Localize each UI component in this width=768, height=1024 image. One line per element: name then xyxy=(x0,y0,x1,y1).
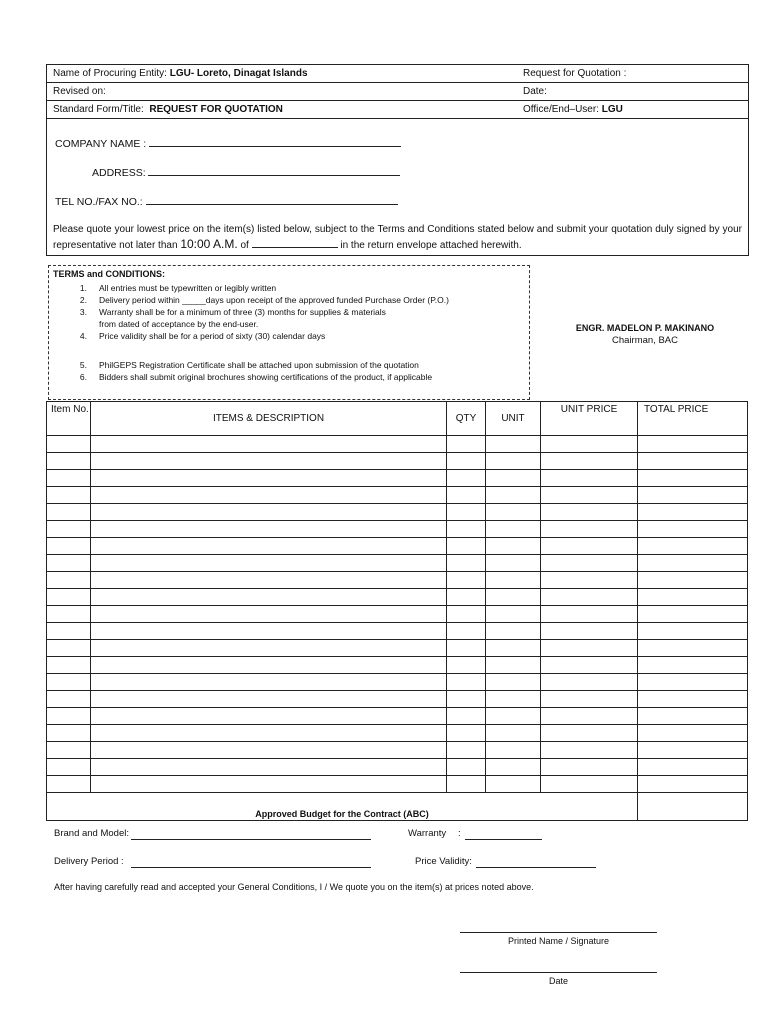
office-label: Office/End–User: xyxy=(523,104,599,115)
item-no-cell[interactable] xyxy=(47,538,91,555)
unit-cell[interactable] xyxy=(486,691,541,708)
terms-item-number: 3. xyxy=(79,307,87,317)
table-row xyxy=(47,436,748,453)
terms-item-number: 5. xyxy=(79,360,87,370)
total-price-cell[interactable] xyxy=(638,776,748,793)
qty-cell[interactable] xyxy=(447,453,486,470)
company-name-line[interactable] xyxy=(149,136,401,147)
qty-cell[interactable] xyxy=(447,555,486,572)
unit-cell[interactable] xyxy=(486,453,541,470)
total-price-cell[interactable] xyxy=(638,453,748,470)
table-row xyxy=(47,504,748,521)
total-price-cell[interactable] xyxy=(638,725,748,742)
unit-price-cell[interactable] xyxy=(541,504,638,521)
brand-model-label: Brand and Model: xyxy=(54,828,129,839)
unit-cell[interactable] xyxy=(486,674,541,691)
deadline-time: 10:00 A.M. xyxy=(180,237,238,251)
price-validity-line[interactable] xyxy=(476,867,596,868)
qty-cell[interactable] xyxy=(447,572,486,589)
unit-price-cell[interactable] xyxy=(541,657,638,674)
qty-cell[interactable] xyxy=(447,708,486,725)
unit-cell[interactable] xyxy=(486,776,541,793)
unit-price-cell[interactable] xyxy=(541,759,638,776)
table-row xyxy=(47,453,748,470)
item-no-cell[interactable] xyxy=(47,521,91,538)
office-value: LGU xyxy=(601,104,623,115)
date-label: Date: xyxy=(523,86,547,97)
unit-price-cell[interactable] xyxy=(541,708,638,725)
table-row xyxy=(47,487,748,504)
total-price-cell[interactable] xyxy=(638,572,748,589)
total-price-cell[interactable] xyxy=(638,589,748,606)
qty-cell[interactable] xyxy=(447,470,486,487)
unit-price-cell[interactable] xyxy=(541,521,638,538)
table-row xyxy=(47,674,748,691)
procuring-entity-label: Name of Procuring Entity: xyxy=(53,68,167,79)
company-info-section xyxy=(46,117,749,256)
col-header-total-price: TOTAL PRICE xyxy=(638,402,748,436)
total-price-cell[interactable] xyxy=(638,623,748,640)
address-label: ADDRESS: xyxy=(92,167,146,179)
form-title xyxy=(53,101,283,118)
brand-model-line[interactable] xyxy=(131,839,371,840)
description-cell[interactable] xyxy=(91,759,447,776)
instruction-text-2: of xyxy=(237,240,252,251)
unit-price-cell[interactable] xyxy=(541,640,638,657)
unit-cell[interactable] xyxy=(486,487,541,504)
table-row xyxy=(47,708,748,725)
unit-price-cell[interactable] xyxy=(541,572,638,589)
terms-item-text: from dated of acceptance by the end-user. xyxy=(99,319,259,329)
item-no-cell[interactable] xyxy=(47,487,91,504)
description-cell[interactable] xyxy=(91,521,447,538)
terms-item-number: 2. xyxy=(79,295,87,305)
col-header-item-no: Item No. xyxy=(47,402,91,436)
table-row xyxy=(47,691,748,708)
table-row xyxy=(47,470,748,487)
office xyxy=(523,101,623,118)
total-price-cell[interactable] xyxy=(638,606,748,623)
qty-cell[interactable] xyxy=(447,504,486,521)
header-row-entity xyxy=(47,65,748,83)
unit-price-cell[interactable] xyxy=(541,589,638,606)
form-title-value: REQUEST FOR QUOTATION xyxy=(149,104,283,115)
bac-chairman-role: Chairman, BAC xyxy=(612,335,678,346)
item-no-cell[interactable] xyxy=(47,555,91,572)
qty-cell[interactable] xyxy=(447,742,486,759)
qty-cell[interactable] xyxy=(447,589,486,606)
form-header xyxy=(46,64,749,119)
date-line[interactable] xyxy=(460,972,657,973)
table-row xyxy=(47,776,748,793)
signature-line[interactable] xyxy=(460,932,657,933)
table-row xyxy=(47,606,748,623)
tel-fax-label: TEL NO./FAX NO.: xyxy=(55,196,146,208)
item-no-cell[interactable] xyxy=(47,725,91,742)
company-name-field[interactable] xyxy=(55,136,401,150)
acceptance-statement: After having carefully read and accepted your General Conditions, I / We quote you on the item(s) at prices noted above. xyxy=(54,882,534,892)
item-no-cell[interactable] xyxy=(47,640,91,657)
table-row xyxy=(47,623,748,640)
total-price-cell[interactable] xyxy=(638,759,748,776)
company-name-label: COMPANY NAME : xyxy=(55,138,150,150)
unit-cell[interactable] xyxy=(486,436,541,453)
qty-cell[interactable] xyxy=(447,521,486,538)
table-row xyxy=(47,538,748,555)
terms-item-text: Bidders shall submit original brochures showing certifications of the product, if applicable xyxy=(99,372,433,382)
procuring-entity xyxy=(53,65,308,82)
item-no-cell[interactable] xyxy=(47,708,91,725)
total-price-cell[interactable] xyxy=(638,657,748,674)
col-header-qty: QTY xyxy=(447,402,486,436)
unit-price-cell[interactable] xyxy=(541,436,638,453)
total-price-cell[interactable] xyxy=(638,708,748,725)
description-cell[interactable] xyxy=(91,572,447,589)
procuring-entity-value: LGU- Loreto, Dinagat Islands xyxy=(169,68,308,79)
terms-item-text: PhilGEPS Registration Certificate shall be attached upon submission of the quotation xyxy=(99,360,419,370)
total-price-cell[interactable] xyxy=(638,436,748,453)
total-price-cell[interactable] xyxy=(638,640,748,657)
qty-cell[interactable] xyxy=(447,725,486,742)
unit-price-cell[interactable] xyxy=(541,725,638,742)
address-field[interactable] xyxy=(92,165,400,179)
qty-cell[interactable] xyxy=(447,776,486,793)
deadline-date-line[interactable] xyxy=(252,238,338,248)
table-row xyxy=(47,725,748,742)
total-price-cell[interactable] xyxy=(638,691,748,708)
total-price-cell[interactable] xyxy=(638,504,748,521)
unit-price-cell[interactable] xyxy=(541,776,638,793)
unit-cell[interactable] xyxy=(486,521,541,538)
price-validity-label: Price Validity: xyxy=(415,856,472,867)
form-title-label: Standard Form/Title: xyxy=(53,104,144,115)
description-cell[interactable] xyxy=(91,589,447,606)
unit-price-cell[interactable] xyxy=(541,453,638,470)
unit-cell[interactable] xyxy=(486,589,541,606)
warranty-colon: : xyxy=(458,828,461,839)
header-row-title xyxy=(47,101,748,118)
unit-cell[interactable] xyxy=(486,657,541,674)
items-table xyxy=(46,401,748,821)
unit-price-cell[interactable] xyxy=(541,674,638,691)
item-no-cell[interactable] xyxy=(47,742,91,759)
address-line[interactable] xyxy=(148,165,400,176)
unit-price-cell[interactable] xyxy=(541,538,638,555)
terms-title: TERMS and CONDITIONS: xyxy=(53,269,165,279)
warranty-label: Warranty xyxy=(408,828,447,839)
items-body xyxy=(47,436,748,793)
description-cell[interactable] xyxy=(91,487,447,504)
table-row xyxy=(47,589,748,606)
total-price-cell[interactable] xyxy=(638,470,748,487)
signature-date-label: Date xyxy=(548,976,568,986)
qty-cell[interactable] xyxy=(447,623,486,640)
instruction-text-1: Please quote your lowest price on the item(s) listed below, subject to the Terms and Conditions stated below and submit your quotation duly signed by your representative not later than xyxy=(53,224,742,251)
item-no-cell[interactable] xyxy=(47,759,91,776)
total-price-cell[interactable] xyxy=(638,521,748,538)
item-no-cell[interactable] xyxy=(47,606,91,623)
unit-price-cell[interactable] xyxy=(541,691,638,708)
delivery-period-label: Delivery Period : xyxy=(54,856,124,867)
item-no-cell[interactable] xyxy=(47,657,91,674)
unit-cell[interactable] xyxy=(486,742,541,759)
tel-fax-field[interactable] xyxy=(55,194,398,208)
col-header-unit: UNIT xyxy=(486,402,541,436)
instruction-text-3: in the return envelope attached herewith. xyxy=(337,240,522,251)
item-no-cell[interactable] xyxy=(47,623,91,640)
terms-item-text: All entries must be typewritten or legibly written xyxy=(99,283,277,293)
terms-item-text: Price validity shall be for a period of sixty (30) calendar days xyxy=(99,331,326,341)
qty-cell[interactable] xyxy=(447,657,486,674)
unit-price-cell[interactable] xyxy=(541,606,638,623)
abc-label: Approved Budget for the Contract (ABC) xyxy=(47,793,638,821)
item-no-cell[interactable] xyxy=(47,504,91,521)
qty-cell[interactable] xyxy=(447,640,486,657)
description-cell[interactable] xyxy=(91,708,447,725)
instruction-paragraph xyxy=(53,223,742,253)
delivery-period-line[interactable] xyxy=(131,867,371,868)
item-no-cell[interactable] xyxy=(47,470,91,487)
table-header-row xyxy=(47,402,748,436)
total-price-cell[interactable] xyxy=(638,487,748,504)
total-price-cell[interactable] xyxy=(638,742,748,759)
unit-cell[interactable] xyxy=(486,640,541,657)
unit-cell[interactable] xyxy=(486,555,541,572)
table-row xyxy=(47,521,748,538)
table-row xyxy=(47,555,748,572)
item-no-cell[interactable] xyxy=(47,776,91,793)
abc-row xyxy=(47,793,748,821)
tel-fax-line[interactable] xyxy=(146,194,398,205)
description-cell[interactable] xyxy=(91,776,447,793)
warranty-line[interactable] xyxy=(465,839,542,840)
description-cell[interactable] xyxy=(91,623,447,640)
total-price-cell[interactable] xyxy=(638,674,748,691)
terms-item-number: 6. xyxy=(79,372,87,382)
unit-price-cell[interactable] xyxy=(541,623,638,640)
description-cell[interactable] xyxy=(91,640,447,657)
description-cell[interactable] xyxy=(91,555,447,572)
unit-price-cell[interactable] xyxy=(541,742,638,759)
terms-item-text: Delivery period within _____days upon receipt of the approved funded Purchase Order (P.O.) xyxy=(99,295,449,305)
description-cell[interactable] xyxy=(91,453,447,470)
terms-item-number: 1. xyxy=(79,283,87,293)
description-cell[interactable] xyxy=(91,742,447,759)
terms-item-text: Warranty shall be for a minimum of three (3) months for supplies & materials xyxy=(99,307,386,317)
table-row xyxy=(47,572,748,589)
description-cell[interactable] xyxy=(91,606,447,623)
revised-label: Revised on: xyxy=(53,86,106,97)
unit-cell[interactable] xyxy=(486,504,541,521)
unit-price-cell[interactable] xyxy=(541,487,638,504)
qty-cell[interactable] xyxy=(447,487,486,504)
qty-cell[interactable] xyxy=(447,759,486,776)
description-cell[interactable] xyxy=(91,504,447,521)
item-no-cell[interactable] xyxy=(47,453,91,470)
qty-cell[interactable] xyxy=(447,606,486,623)
abc-value-cell[interactable] xyxy=(638,793,748,821)
total-price-cell[interactable] xyxy=(638,555,748,572)
unit-price-cell[interactable] xyxy=(541,470,638,487)
item-no-cell[interactable] xyxy=(47,691,91,708)
unit-cell[interactable] xyxy=(486,623,541,640)
unit-cell[interactable] xyxy=(486,759,541,776)
description-cell[interactable] xyxy=(91,538,447,555)
unit-cell[interactable] xyxy=(486,470,541,487)
unit-cell[interactable] xyxy=(486,725,541,742)
description-cell[interactable] xyxy=(91,657,447,674)
item-no-cell[interactable] xyxy=(47,436,91,453)
description-cell[interactable] xyxy=(91,470,447,487)
unit-cell[interactable] xyxy=(486,572,541,589)
unit-cell[interactable] xyxy=(486,538,541,555)
col-header-description: ITEMS & DESCRIPTION xyxy=(91,402,447,436)
description-cell[interactable] xyxy=(91,436,447,453)
item-no-cell[interactable] xyxy=(47,589,91,606)
rfq-label: Request for Quotation : xyxy=(523,68,627,79)
terms-item-number: 4. xyxy=(79,331,87,341)
printed-name-label: Printed Name / Signature xyxy=(507,936,610,946)
table-row xyxy=(47,742,748,759)
header-row-revised xyxy=(47,83,748,101)
bac-chairman-name: ENGR. MADELON P. MAKINANO xyxy=(575,323,715,333)
item-no-cell[interactable] xyxy=(47,572,91,589)
table-row xyxy=(47,657,748,674)
description-cell[interactable] xyxy=(91,725,447,742)
qty-cell[interactable] xyxy=(447,538,486,555)
unit-cell[interactable] xyxy=(486,708,541,725)
col-header-unit-price: UNIT PRICE xyxy=(541,402,638,436)
qty-cell[interactable] xyxy=(447,691,486,708)
table-row xyxy=(47,759,748,776)
unit-cell[interactable] xyxy=(486,606,541,623)
total-price-cell[interactable] xyxy=(638,538,748,555)
qty-cell[interactable] xyxy=(447,436,486,453)
description-cell[interactable] xyxy=(91,691,447,708)
table-row xyxy=(47,640,748,657)
qty-cell[interactable] xyxy=(447,674,486,691)
terms-and-conditions xyxy=(48,265,530,400)
unit-price-cell[interactable] xyxy=(541,555,638,572)
description-cell[interactable] xyxy=(91,674,447,691)
item-no-cell[interactable] xyxy=(47,674,91,691)
